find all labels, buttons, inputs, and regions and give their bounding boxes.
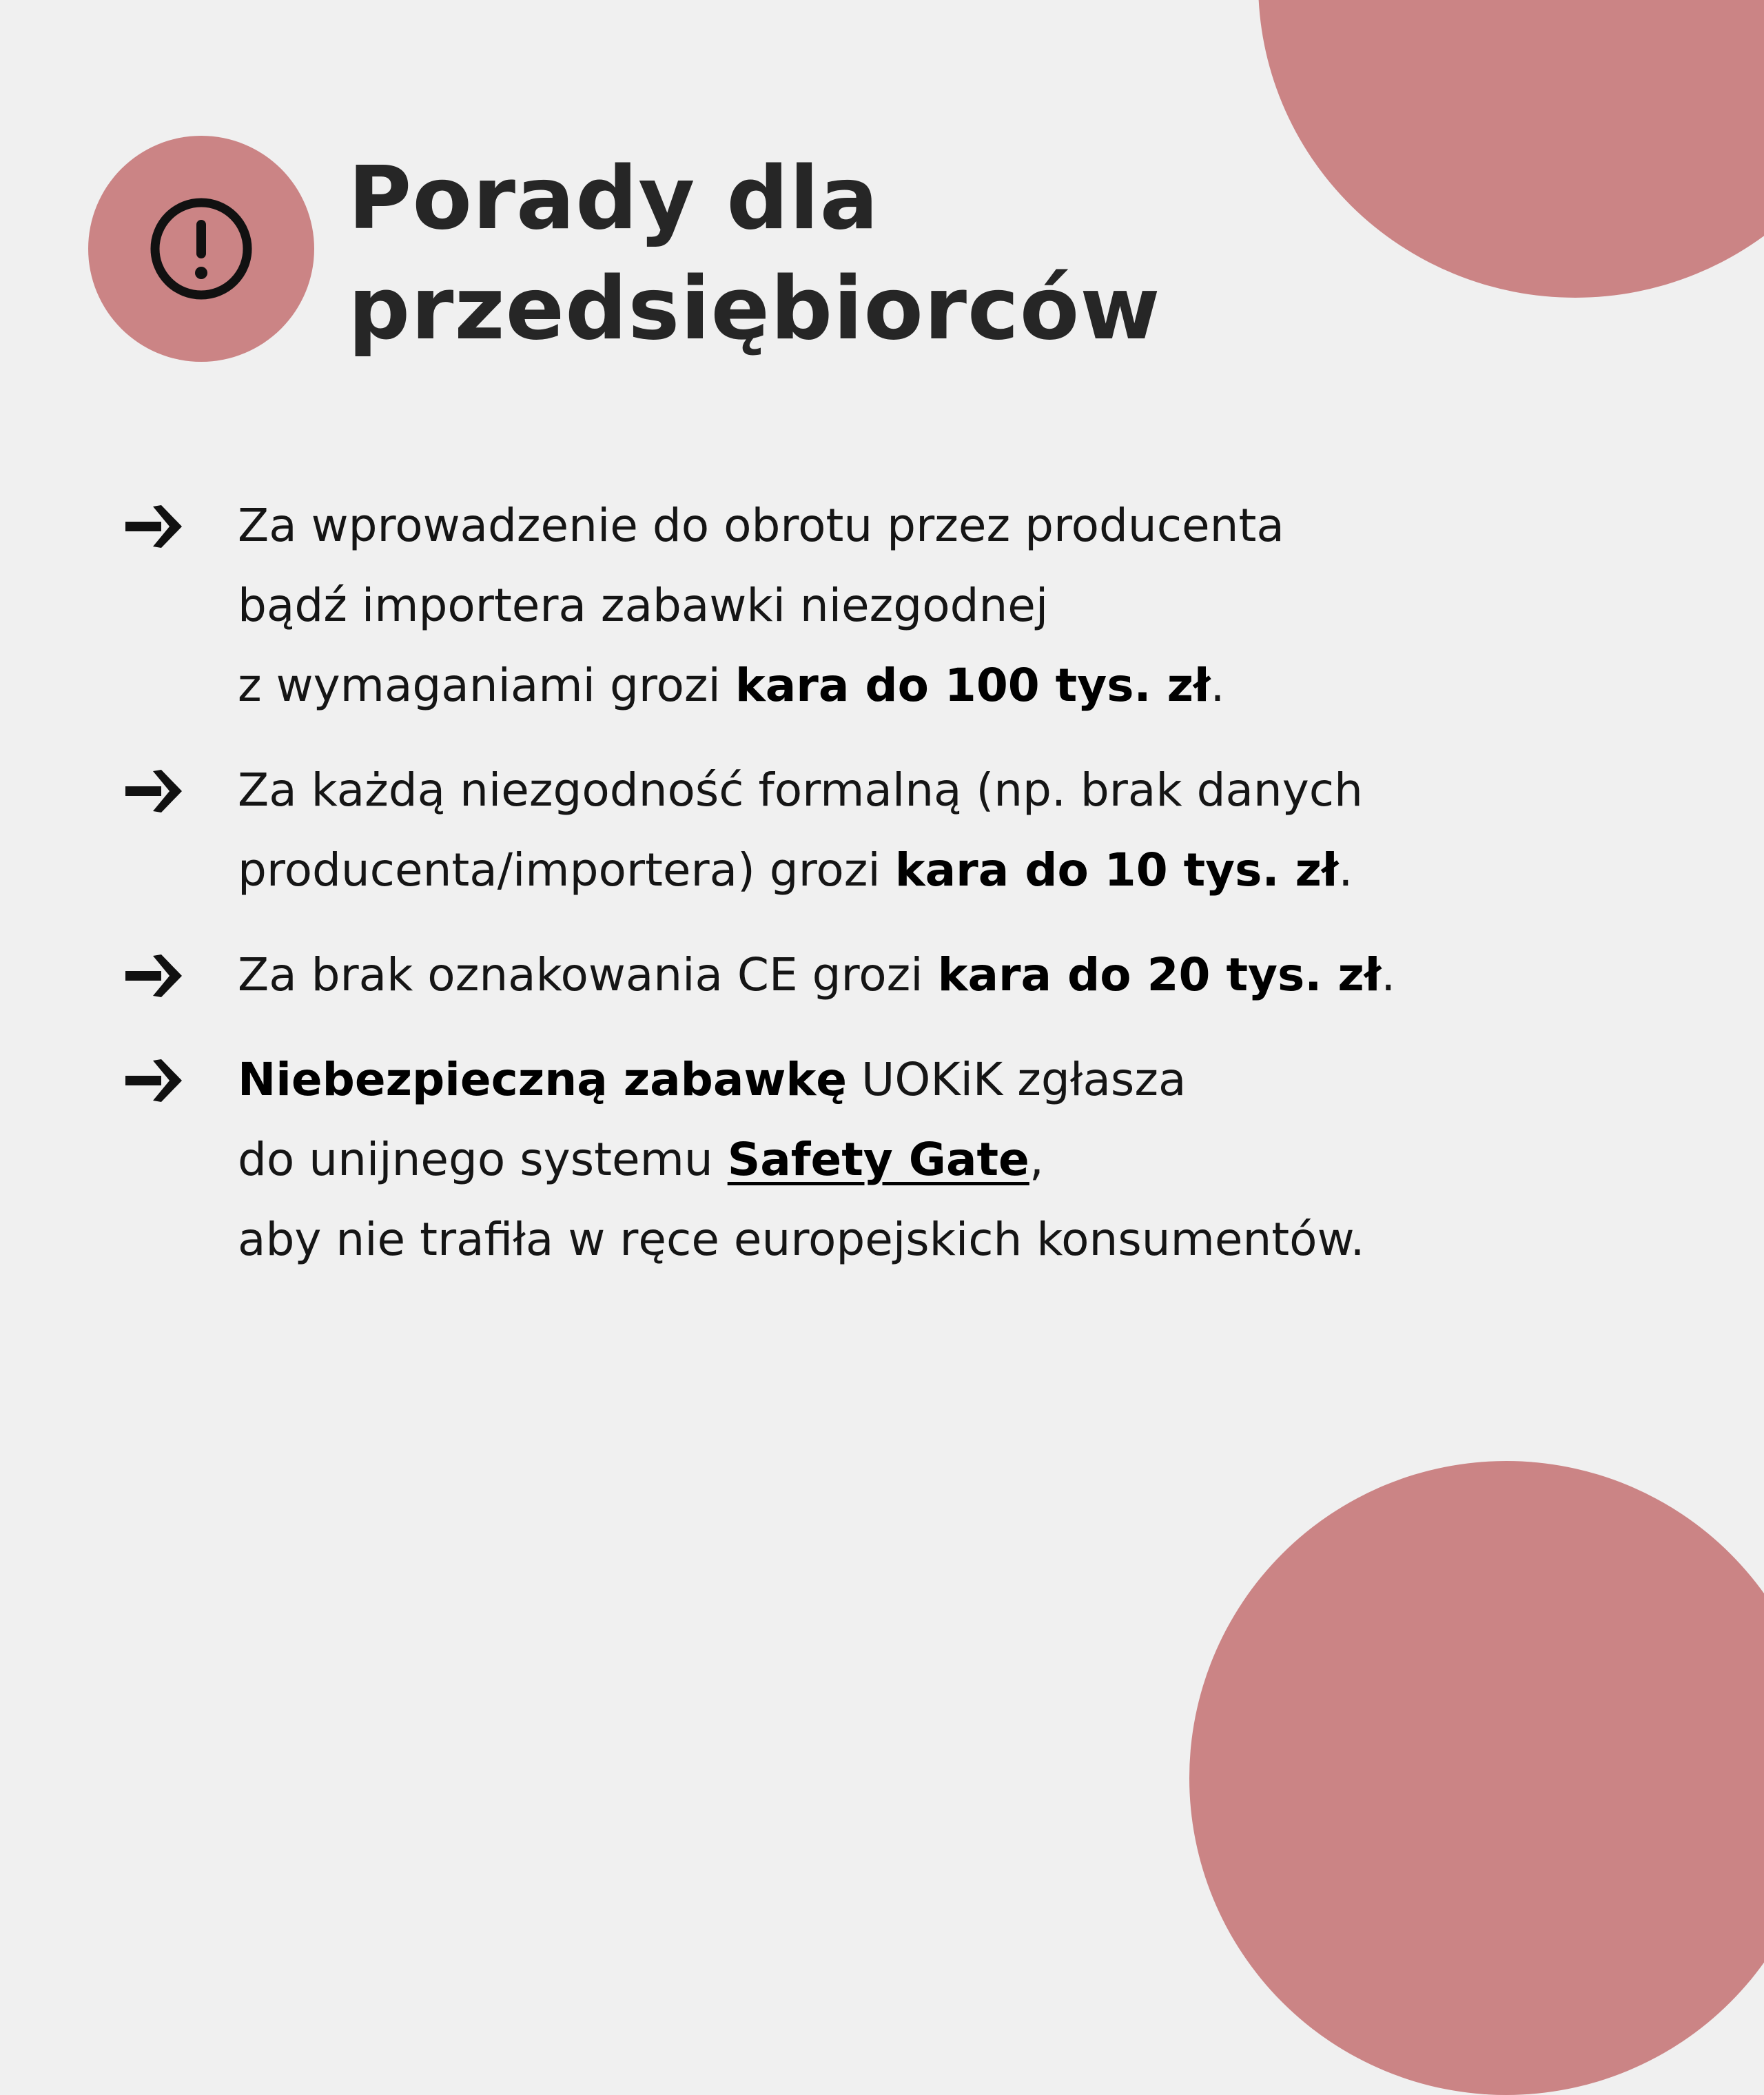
safety-gate-link[interactable]: Safety Gate xyxy=(727,1133,1029,1186)
bullet-1-line-3-prefix: z wymaganiami grozi xyxy=(238,659,735,712)
bullet-3-penalty-amount: kara do 20 tys. zł xyxy=(937,948,1382,1001)
bullet-4-line-2-prefix: do unijnego systemu xyxy=(238,1133,728,1186)
exclamation-circle-icon xyxy=(146,194,256,304)
bullet-2-line-1: Za każdą niezgodność formalną (np. brak danych xyxy=(238,764,1363,817)
bullet-item-ce-penalty xyxy=(117,935,1702,1015)
arrow-right-icon xyxy=(125,954,182,997)
page-title-line-1: Porady dla xyxy=(348,147,879,249)
bullet-item-safety-gate xyxy=(117,1040,1702,1280)
bullet-2-line-2 xyxy=(238,830,1702,910)
arrow-right-icon xyxy=(125,1059,182,1102)
bullet-4-line-2 xyxy=(238,1120,1702,1200)
bullet-1-line-1: Za wprowadzenie do obrotu przez producenta xyxy=(238,499,1284,552)
bullet-item-producer-penalty xyxy=(117,486,1702,726)
bullet-1-line-3-suffix: . xyxy=(1210,659,1225,712)
bullet-4-line-3: aby nie trafiła w ręce europejskich konsumentów. xyxy=(238,1213,1365,1266)
bullet-3-line-1 xyxy=(238,935,1702,1015)
bullet-2-line-2-suffix: . xyxy=(1338,844,1353,897)
bullet-item-formal-penalty xyxy=(117,750,1702,910)
arrow-right-icon xyxy=(125,770,182,813)
bullet-3-line-1-suffix: . xyxy=(1381,948,1396,1001)
bullet-2-line-2-prefix: producenta/importera) grozi xyxy=(238,844,895,897)
page-title-line-2: przedsiębiorców xyxy=(348,258,1161,359)
decorative-circle-top-right xyxy=(1258,0,1764,298)
arrow-right-icon xyxy=(125,505,182,548)
bullet-1-line-2: bądź importera zabawki niezgodnej xyxy=(238,579,1049,632)
bullet-4-line-1 xyxy=(238,1040,1702,1120)
bullet-4-dangerous-toy: Niebezpieczną zabawkę xyxy=(238,1053,848,1106)
bullet-4-line-2-suffix: , xyxy=(1029,1133,1044,1186)
bullet-3-line-1-prefix: Za brak oznakowania CE grozi xyxy=(238,948,938,1001)
bullet-2-penalty-amount: kara do 10 tys. zł xyxy=(894,844,1339,897)
bullet-list xyxy=(117,486,1702,1305)
decorative-circle-bottom-right xyxy=(1189,1461,1764,2095)
bullet-1-penalty-amount: kara do 100 tys. zł xyxy=(735,659,1211,712)
header-badge xyxy=(88,136,314,362)
page-title xyxy=(348,143,1161,364)
bullet-4-line-1-suffix: UOKiK zgłasza xyxy=(847,1053,1187,1106)
bullet-1-line-3 xyxy=(238,646,1702,726)
